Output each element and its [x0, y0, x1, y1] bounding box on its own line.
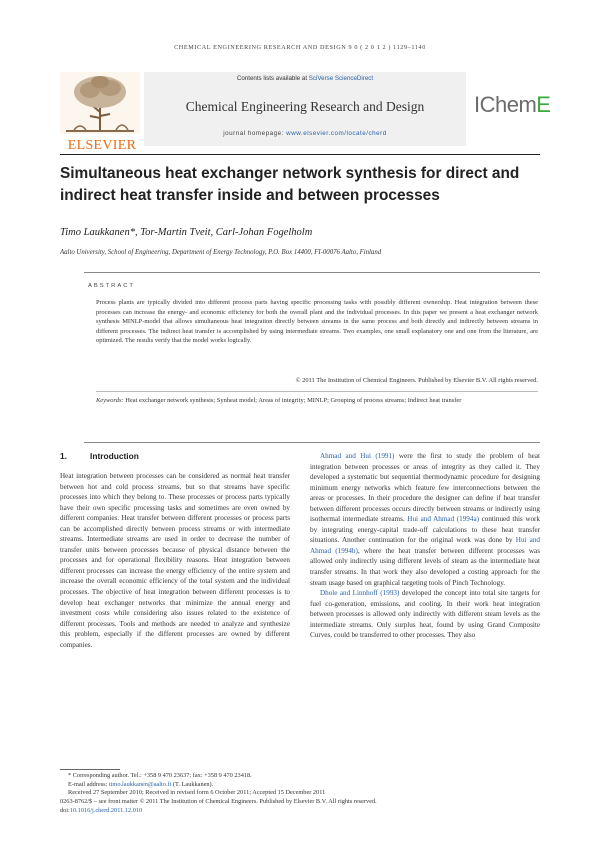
corresponding-author-note: * Corresponding author. Tel.: +358 9 470 23637; fax: +358 9 470 23418.	[68, 772, 252, 779]
citation-link[interactable]: Dhole and Linnhoff (1993)	[320, 589, 400, 598]
paragraph-text: developed the concept into total site targets for fuel co-generation, emissions, and cooling. In their work heat integration between processes is allowed only indirectly with different steam levels as the intermediate streams. Only surplus heat, found by using Grand Composite Curves, could be transferred to other processes. They also	[310, 589, 540, 640]
contents-line	[144, 75, 466, 82]
paragraph: Heat integration between processes can be considered as normal heat transfer between hot and cold process streams, but so that streams have specific processes into which they belong to. These processes or process parts typically have their own specific processing tasks and sometimes are even owned by different companies. Heat transfer between different processes or process parts can be accomplished directly between process streams or with intermediate streams. Intermediate streams are used in order to decrease the number of transfer units between processes because of physical distance between the processes and for operational flexibility reasons. Heat integration between different processes can increase the energy efficiency of the entire system and increase the overall economic efficiency of the total system and the individual processes. The objective of heat integration between different processes is to develop heat exchanger networks that minimize the annual energy and investment costs while considering also issues related to the existence of different processes. Tools and methods are needed to analyze and synthesize this problem, especially if the different processes are owned by different companies.	[60, 472, 290, 649]
email-prefix: E-mail address:	[68, 780, 109, 788]
icheme-logo-accent: E	[536, 92, 551, 117]
paragraph-text: continued this work by integrating energy-capital trade-off calculations to these heat transfer situations. Another continuation for the original work was done by	[310, 515, 541, 545]
homepage-prefix: journal homepage:	[223, 130, 287, 137]
abstract-box	[84, 272, 540, 443]
body-column-right	[310, 451, 540, 641]
email-link[interactable]: timo.laukkanen@aalto.fi	[108, 780, 172, 788]
icheme-logo-main: IChem	[474, 92, 537, 117]
journal-info-box	[144, 72, 466, 146]
article-title: Simultaneous heat exchanger network synthesis for direct and indirect heat transfer inside and between processes	[60, 165, 520, 204]
footnote-divider	[60, 769, 120, 770]
email-note	[60, 781, 540, 790]
doi-prefix: doi:	[60, 806, 70, 814]
citation-link[interactable]: Ahmad and Hui (1991)	[320, 452, 395, 460]
elsevier-tree-emblem	[60, 72, 140, 134]
body-column-left	[60, 471, 290, 650]
contents-prefix: Contents lists available at	[236, 75, 309, 82]
masthead-divider	[60, 154, 540, 155]
citation-link[interactable]: Hui and Ahmad (1994a)	[407, 515, 479, 524]
journal-title: Chemical Engineering Research and Design	[185, 99, 425, 114]
homepage-line	[144, 130, 466, 137]
sciencedirect-link[interactable]: SciVerse ScienceDirect	[308, 75, 374, 82]
keywords-list: Heat exchanger network synthesis; Synheat model; Areas of integrity; MINLP; Grouping of process streams; Indirect heat transfer	[125, 397, 462, 404]
footnotes	[60, 772, 540, 816]
issn-copyright: 0263-8762/$ – see front matter © 2011 The Institution of Chemical Engineers. Published by Elsevier B.V. All rights reserved.	[60, 798, 377, 806]
journal-masthead	[60, 64, 551, 156]
running-head: CHEMICAL ENGINEERING RESEARCH AND DESIGN 9 0 ( 2 0 1 2 ) 1129–1140	[174, 44, 426, 51]
paragraph	[310, 588, 540, 641]
publisher-name: ELSEVIER	[67, 138, 137, 153]
keywords-label: Keywords:	[96, 397, 124, 404]
abstract-divider	[96, 391, 538, 392]
section-title: Introduction	[90, 451, 139, 461]
citation-link[interactable]: Hui and Ahmad (1994b)	[310, 536, 540, 555]
elsevier-logo[interactable]	[60, 72, 140, 153]
doi-link[interactable]: 10.1016/j.cherd.2011.12.010	[69, 806, 143, 814]
received-dates: Received 27 September 2010; Received in revised form 6 October 2011; Accepted 15 December 2011	[68, 789, 326, 797]
author-list: Timo Laukkanen*, Tor-Martin Tveit, Carl-Johan Fogelholm	[60, 227, 313, 238]
abstract-copyright: © 2011 The Institution of Chemical Engineers. Published by Elsevier B.V. All rights reserved.	[295, 377, 538, 384]
affiliation: Aalto University, School of Engineering, Department of Energy Technology, P.O. Box 14400, FI-00076 Aalto, Finland	[60, 249, 382, 256]
doi-line	[60, 807, 540, 816]
section-heading-introduction	[60, 451, 300, 461]
keywords	[96, 396, 538, 406]
homepage-url-link[interactable]: www.elsevier.com/locate/cherd	[286, 130, 387, 137]
email-suffix: (T. Laukkanen).	[171, 780, 214, 788]
paragraph-text: were the first to study the problem of heat integration between processes or areas of integrity as they called it. They developed a systematic but sequential thermodynamic procedure for designing minimum energy networks which feature few interconnections between the areas or processes. In their procedure the designer can define if heat transfer between different processes occurs directly between streams or indirectly using isothermal intermediate streams.	[310, 452, 540, 524]
paragraph	[310, 451, 540, 588]
abstract-text: Process plants are typically divided into different process parts having specific processing tasks with possibly different ownership. Heat integration between these processes can increase the energy- and economic efficiency for both the overall plant and the individual processes. In this paper we present a heat exchanger network synthesis MINLP-model that allows simultaneous heat integration directly between streams in the same process and both directly and indirectly between streams in different processes. The indirect heat transfer is accomplished by using intermediate streams. Two examples, one small explanatory one and one from the literature, are optimized. The results verify that the model works logically.	[96, 299, 538, 344]
abstract-heading: ABSTRACT	[88, 283, 135, 289]
icheme-logo[interactable]	[474, 92, 551, 122]
paragraph-text: , where the heat transfer between different processes was allowed only indirectly using different levels of steam as the intermediate heat transfer streams. In that work they also developed a costing approach for the steam usage based on graphical targeting tools of Pinch Technology.	[310, 546, 540, 587]
section-number: 1.	[60, 451, 67, 461]
